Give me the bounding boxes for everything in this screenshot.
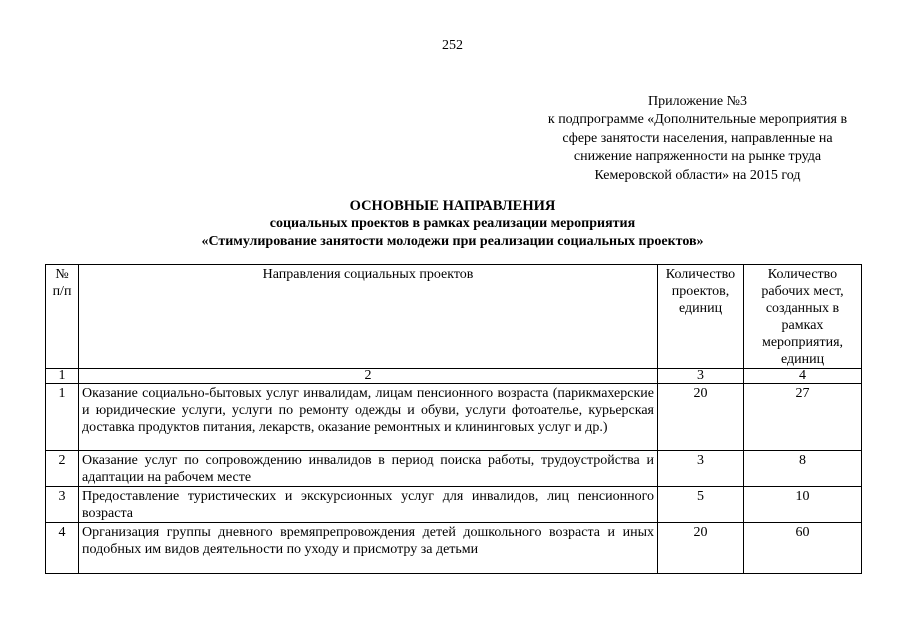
- row-projects: 5: [658, 487, 744, 523]
- row-projects: 20: [658, 523, 744, 574]
- appendix-block: [520, 93, 875, 185]
- heading-main: ОСНОВНЫЕ НАПРАВЛЕНИЯ: [349, 198, 556, 214]
- table-row: [46, 487, 862, 523]
- header-direction: Направления социальных проектов: [79, 265, 658, 369]
- table-row: [46, 451, 862, 487]
- row-direction: Оказание социально-бытовых услуг инвалидам, лицам пенсионного возраста (парикмахерские и юридические услуги, услуги по ремонту одежды и обуви, услуги фотоателье, курьерская доставка продуктов питания, лекарств, оказание ремонтных и клининговых услуг и др.): [79, 384, 658, 451]
- table-row: [46, 523, 862, 574]
- appendix-line: сфере занятости населения, направленные на: [562, 130, 833, 146]
- column-index: 4: [744, 369, 862, 384]
- row-jobs: 27: [744, 384, 862, 451]
- row-projects: 20: [658, 384, 744, 451]
- appendix-line: снижение напряженности на рынке труда: [573, 149, 822, 165]
- row-jobs: 8: [744, 451, 862, 487]
- heading-event-title: «Стимулирование занятости молодежи при реализации социальных проектов»: [201, 234, 704, 249]
- row-num: 1: [46, 384, 79, 451]
- header-projects-count: Количество проектов, единиц: [658, 265, 744, 369]
- heading-subtitle: социальных проектов в рамках реализации мероприятия: [269, 216, 636, 231]
- table-header-row: [46, 265, 862, 369]
- table-row: [46, 384, 862, 451]
- column-index: 1: [46, 369, 79, 384]
- row-jobs: 60: [744, 523, 862, 574]
- column-index: 2: [79, 369, 658, 384]
- appendix-title: Приложение №3: [648, 94, 747, 109]
- header-jobs-count: Количество рабочих мест, созданных в рамках мероприятия, единиц: [744, 265, 862, 369]
- row-jobs: 10: [744, 487, 862, 523]
- row-direction: Оказание услуг по сопровождению инвалидов в период поиска работы, трудоустройства и адаптации на рабочем месте: [79, 451, 658, 487]
- row-direction: Предоставление туристических и экскурсионных услуг для инвалидов, лиц пенсионного возраста: [79, 487, 658, 523]
- projects-table: [45, 264, 862, 574]
- appendix-line: к подпрограмме «Дополнительные мероприятия в: [547, 112, 848, 128]
- header-num: № п/п: [46, 265, 79, 369]
- row-num: 3: [46, 487, 79, 523]
- page-number: 252: [442, 38, 463, 53]
- row-direction: Организация группы дневного времяпрепровождения детей дошкольного возраста и иных подобных им видов деятельности по уходу и присмотру за детьми: [79, 523, 658, 574]
- appendix-line: Кемеровской области» на 2015 год: [594, 167, 801, 183]
- row-projects: 3: [658, 451, 744, 487]
- column-index: 3: [658, 369, 744, 384]
- column-index-row: [46, 369, 862, 384]
- document-heading: [0, 197, 905, 251]
- row-num: 4: [46, 523, 79, 574]
- row-num: 2: [46, 451, 79, 487]
